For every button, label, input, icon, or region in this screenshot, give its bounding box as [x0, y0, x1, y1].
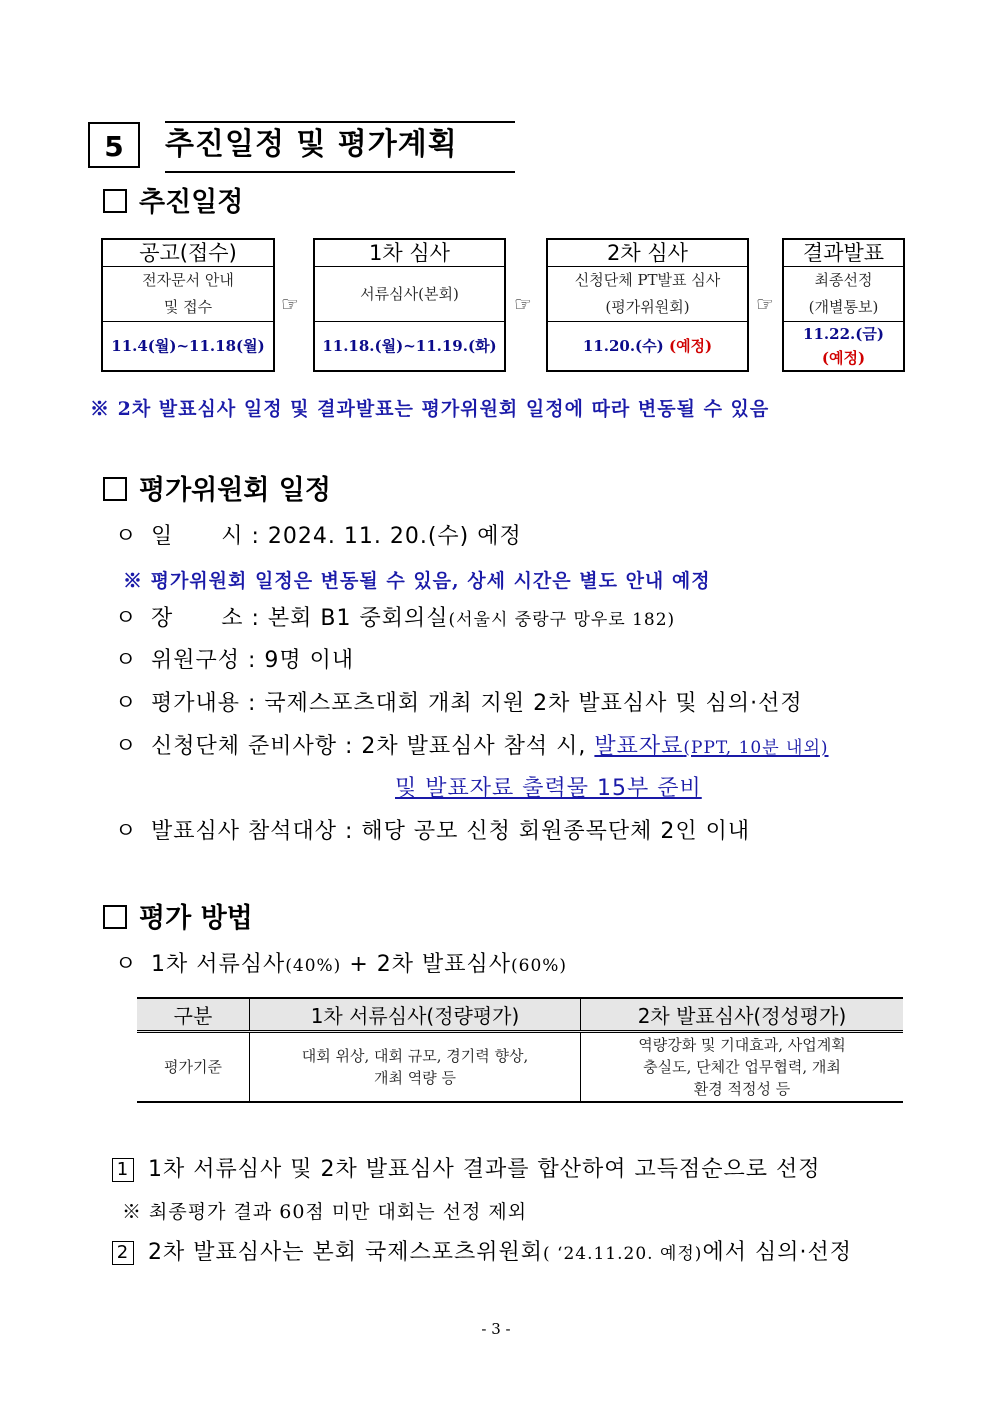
stage-box-first-review: [313, 238, 506, 372]
table-header: 2차 발표심사(정성평가): [581, 998, 904, 1032]
table-header: 구분: [137, 998, 250, 1032]
title-rule-bottom: [165, 171, 515, 173]
committee-prep-line-2: 및 발표자료 출력물 15부 준비: [395, 776, 702, 801]
committee-date-line: ㅇ 일 시 : 2024. 11. 20.(수) 예정: [115, 524, 522, 549]
table-row: [137, 1032, 903, 1103]
committee-attendees-line: ㅇ 발표심사 참석대상 : 해당 공모 신청 회원종목단체 2인 이내: [115, 819, 751, 844]
page-number: - 3 -: [481, 1320, 511, 1338]
stage-date: 11.20.(수) (예정): [548, 321, 747, 372]
stage-date: 11.4(월)~11.18(월): [103, 321, 273, 372]
table-cell: 역량강화 및 기대효과, 사업계획 충실도, 단체간 업무협력, 개최 환경 적정성 등: [581, 1032, 904, 1103]
presentation-materials-link: 발표자료(PPT, 10분 내외): [594, 734, 829, 759]
checkbox-square-icon: [103, 189, 127, 213]
stage-title: 1차 심사: [315, 240, 504, 267]
checkbox-square-icon: [103, 905, 127, 929]
committee-content-line: ㅇ 평가내용 : 국제스포츠대회 개최 지원 2차 발표심사 및 심의·선정: [115, 691, 803, 716]
stage-title: 공고(접수): [103, 240, 273, 267]
stage-desc: 서류심사(본회): [360, 285, 459, 303]
committee-members-line: ㅇ 위원구성 : 9명 이내: [115, 648, 355, 673]
table-cell: 평가기준: [137, 1032, 250, 1103]
pointing-hand-icon: ☞: [281, 292, 299, 316]
committee-date-note: ※ 평가위원회 일정은 변동될 수 있음, 상세 시간은 별도 안내 예정: [123, 570, 711, 592]
rule-note: ※ 최종평가 결과 60점 미만 대회는 선정 제외: [122, 1201, 528, 1223]
committee-prep-line: ㅇ 신청단체 준비사항 : 2차 발표심사 참석 시, 발표자료(PPT, 10분 내외): [115, 734, 829, 759]
pointing-hand-icon: ☞: [514, 292, 532, 316]
checkbox-square-icon: [103, 477, 127, 501]
stage-desc: 전자문서 안내 및 접수: [142, 271, 234, 316]
schedule-heading: 추진일정: [103, 186, 243, 220]
schedule-notice: ※ 2차 발표심사 일정 및 결과발표는 평가위원회 일정에 따라 변동될 수 있음: [90, 398, 770, 420]
section-number: 5: [88, 122, 140, 168]
stage-box-result: [782, 238, 905, 372]
rule-1: 1 1차 서류심사 및 2차 발표심사 결과를 합산하여 고득점순으로 선정: [112, 1155, 821, 1185]
stage-desc: 최종선정 (개별통보): [808, 271, 879, 316]
method-heading: 평가 방법: [103, 902, 253, 936]
rule-2: 2 2차 발표심사는 본회 국제스포츠위원회( ‘24.11.20. 예정)에서 심의·선정: [112, 1238, 852, 1269]
table-header: 1차 서류심사(정량평가): [250, 998, 581, 1032]
committee-place-line: ㅇ 장 소 : 본회 B1 중회의실(서울시 중랑구 망우로 182): [115, 606, 676, 631]
stage-box-second-review: [546, 238, 749, 372]
stage-title: 2차 심사: [548, 240, 747, 267]
stage-desc: 신청단체 PT발표 심사 (평가위원회): [574, 271, 721, 316]
stage-date: 11.22.(금) (예정): [784, 321, 903, 372]
table-cell: 대회 위상, 대회 규모, 경기력 향상, 개최 역량 등: [250, 1032, 581, 1103]
evaluation-table: [137, 997, 903, 1103]
pointing-hand-icon: ☞: [756, 292, 774, 316]
stage-title: 결과발표: [784, 240, 903, 267]
method-formula: ㅇ 1차 서류심사(40%) + 2차 발표심사(60%): [115, 952, 568, 977]
stage-box-announcement: [101, 238, 275, 372]
section-title: 추진일정 및 평가계획: [165, 127, 458, 162]
committee-heading: 평가위원회 일정: [103, 474, 331, 508]
stage-date: 11.18.(월)~11.19.(화): [315, 321, 504, 372]
